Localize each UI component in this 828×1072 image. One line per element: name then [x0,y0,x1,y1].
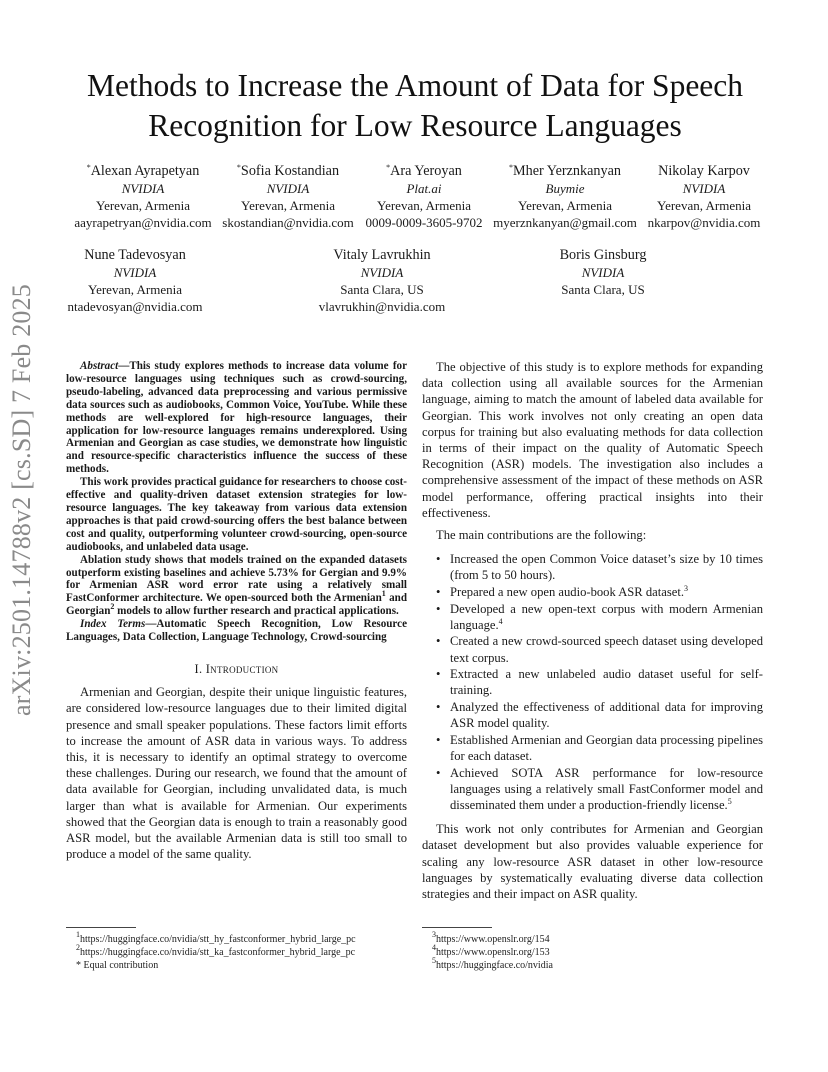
abstract-paragraph: Abstract—This study explores methods to increase data volume for low-resource languages using techniques such as crowd-sourcing, pseudo-labeling, advanced data preprocessing and various permissive data sources such as audiobooks, Common Voice, YouTube. While these methods are well-explored for high-resource languages, their application for low-resource languages remains underexplored. Using Armenian and Georgian as case studies, we demonstrate how linguistic and resource-specific characteristics influence the success of these methods. [66,360,407,476]
footnote: $^3$https://www.openslr.org/154 [432,930,550,945]
author-block [648,162,761,231]
contributions-list [422,551,763,813]
author-name: Boris Ginsburg [559,247,647,263]
author-block [319,246,445,315]
footnote: $^5$https://huggingface.co/nvidia [432,956,553,971]
footnote: $^1$https://huggingface.co/nvidia/stt_hy_fastconformer_hybrid_large_pc [76,930,356,945]
author-affiliation: NVIDIA [581,265,625,280]
author-email: ntadevosyan@nvidia.com [67,299,203,314]
footnote-rule [422,927,492,928]
author-location: Yerevan, Armenia [96,198,190,213]
author-affiliation: NVIDIA [266,181,310,196]
footnote-ref: 1 [381,589,386,599]
author-affiliation: NVIDIA [121,181,165,196]
author-affiliation: Buymie [545,181,585,196]
equal-contribution-mark: * [509,163,514,172]
author-name: Mher Yerznkanyan [513,163,621,179]
footnote-ref: 5 [727,797,732,807]
author-name: Nune Tadevosyan [84,247,186,263]
author-email: aayrapetryan@nvidia.com [74,215,212,230]
author-block [493,162,637,231]
contribution-item: • Established Armenian and Georgian data processing pipelines for each dataset. [422,732,763,764]
abstract-label: Abstract [80,360,119,372]
footnote: $^2$https://huggingface.co/nvidia/stt_ka_fastconformer_hybrid_large_pc [76,943,356,958]
footnote-ref: 4 [498,616,503,626]
author-name: Ara Yeroyan [390,163,462,179]
arxiv-identifier [2,270,42,730]
contribution-item: • Increased the open Common Voice dataset’s size by 10 times (from 5 to 50 hours). [422,551,763,583]
index-terms: Index Terms—Automatic Speech Recognition, Low Resource Languages, Data Collection, Language Technology, Crowd-sourcing [66,618,407,644]
footnote-link[interactable]: https://www.openslr.org/153 [436,947,550,958]
footnote-link[interactable]: https://huggingface.co/nvidia [436,960,553,971]
author-email: myerznkanyan@gmail.com [493,215,637,230]
abstract-paragraph: This work provides practical guidance for researchers to choose cost-effective and quality-driven dataset extension strategies for low-resource languages. The key takeaway from various data extension approaches is that paid crowd-sourcing offers the best balance between cost and quality, outperforming volunteer crowd-sourcing, open-source audiobooks, and unlabeled data usage. [66,476,407,553]
contribution-item: • Analyzed the effectiveness of additional data for improving ASR model quality. [422,699,763,731]
footnote: $^4$https://www.openslr.org/153 [432,943,550,958]
footnote-ref: 2 [110,602,115,612]
author-orcid: 0009-0009-3605-9702 [365,215,483,230]
left-column [66,360,407,862]
author-affiliation: NVIDIA [360,265,404,280]
author-name: Alexan Ayrapetyan [90,163,200,179]
author-email: vlavrukhin@nvidia.com [318,299,446,314]
footnote-link[interactable]: https://huggingface.co/nvidia/stt_hy_fastconformer_hybrid_large_pc [80,934,356,945]
right-column [422,359,763,902]
paper-title: Methods to Increase the Amount of Data for Speech Recognition for Low Resource Languages [86,68,744,143]
index-terms-label: Index Terms [80,618,146,631]
author-block [366,162,483,231]
author-affiliation: Plat.ai [406,181,442,196]
author-email: skostandian@nvidia.com [222,215,354,230]
contribution-item: • Prepared a new open audio-book ASR dataset.$^3$ [422,584,763,600]
author-block [74,162,211,231]
equal-contribution-mark: * [86,163,91,172]
author-location: Santa Clara, US [561,282,645,297]
footnote-link[interactable]: https://www.openslr.org/154 [436,934,550,945]
author-block [67,246,202,315]
footnote: * Equal contribution [76,960,159,971]
author-block [560,246,647,298]
body-paragraph: The objective of this study is to explore methods for expanding data collection using all available sources for the Armenian language, aiming to match the amount of labeled data available for Georgian. This work involves not only creating an open data corpus for training but also evaluating methods for data collection in terms of their impact on the quality of Automatic Speech Recognition (ASR) models. The investigation also includes a comprehensive assessment of the impact of these methods on ASR model performance, offering practical insights into their effectiveness. [422,360,763,520]
abstract [66,360,407,644]
author-location: Yerevan, Armenia [517,198,612,213]
author-location: Yerevan, Armenia [656,198,751,213]
body-paragraph: This work not only contributes for Armenian and Georgian dataset development but also provides valuable experience for scaling any low-resource ASR dataset in other low-resource languages by systematically evaluating diverse data collection strategies and their impact on ASR quality. [422,822,763,902]
author-name: Vitaly Lavrukhin [333,247,431,263]
equal-contribution-mark: * [236,163,241,172]
footnote-link[interactable]: https://huggingface.co/nvidia/stt_ka_fastconformer_hybrid_large_pc [80,947,356,958]
author-location: Yerevan, Armenia [377,198,471,213]
author-name: Sofia Kostandian [240,163,340,179]
footnotes-right [432,930,553,972]
author-block [222,162,353,231]
equal-contribution-mark: * [386,163,391,172]
author-affiliation: NVIDIA [113,265,157,280]
author-location: Yerevan, Armenia [240,198,335,213]
contribution-item: • Extracted a new unlabeled audio dataset useful for self-training. [422,666,763,698]
footnote-rule [66,927,136,928]
arxiv-id-text: arXiv:2501.14788v2 [cs.SD] 7 Feb 2025 [7,283,36,717]
contribution-item: • Developed a new open-text corpus with modern Armenian language.$^4$ [422,601,763,633]
section-heading: I. Introduction [194,661,279,676]
contribution-item: • Created a new crowd-sourced speech dataset using developed text corpus. [422,633,763,665]
abstract-paragraph: Ablation study shows that models trained on the expanded datasets outperform existing baselines and achieve 5.73% for Gergian and 9.9% for Armenian ASR word error rate using a relatively small FastConformer architecture. We open-sourced both the Armenian$^1$ and Georgian$^2$ models to allow further research and practical applications. [66,553,407,618]
contribution-item: • Achieved SOTA ASR performance for low-resource languages using a relatively small FastConformer model and disseminated them under a production-friendly license.$^5$ [422,765,763,814]
intro-paragraph: Armenian and Georgian, despite their unique linguistic features, are considered low-resource languages due to their limited digital presence and small speaker populations. These factors limit efforts to increase the amount of ASR data in various ways. To address this, it is necessary to identify an optimal strategy to overcome these challenges. During our research, we found that the amount of data available for Georgian, including unvalidated data, is much larger than what is available for Armenian. Our experiments showed that the Georgian data is enough to train a reasonably good ASR model, but the available Armenian data is still too small to produce a model of the same quality. [66,685,407,862]
author-name: Nikolay Karpov [658,163,750,179]
author-affiliation: NVIDIA [682,181,726,196]
footnotes-left [76,930,356,972]
author-location: Yerevan, Armenia [87,282,182,297]
body-paragraph: The main contributions are the following: [436,528,647,543]
author-location: Santa Clara, US [340,282,424,297]
author-email: nkarpov@nvidia.com [647,215,761,230]
footnote-ref: 3 [683,584,688,594]
